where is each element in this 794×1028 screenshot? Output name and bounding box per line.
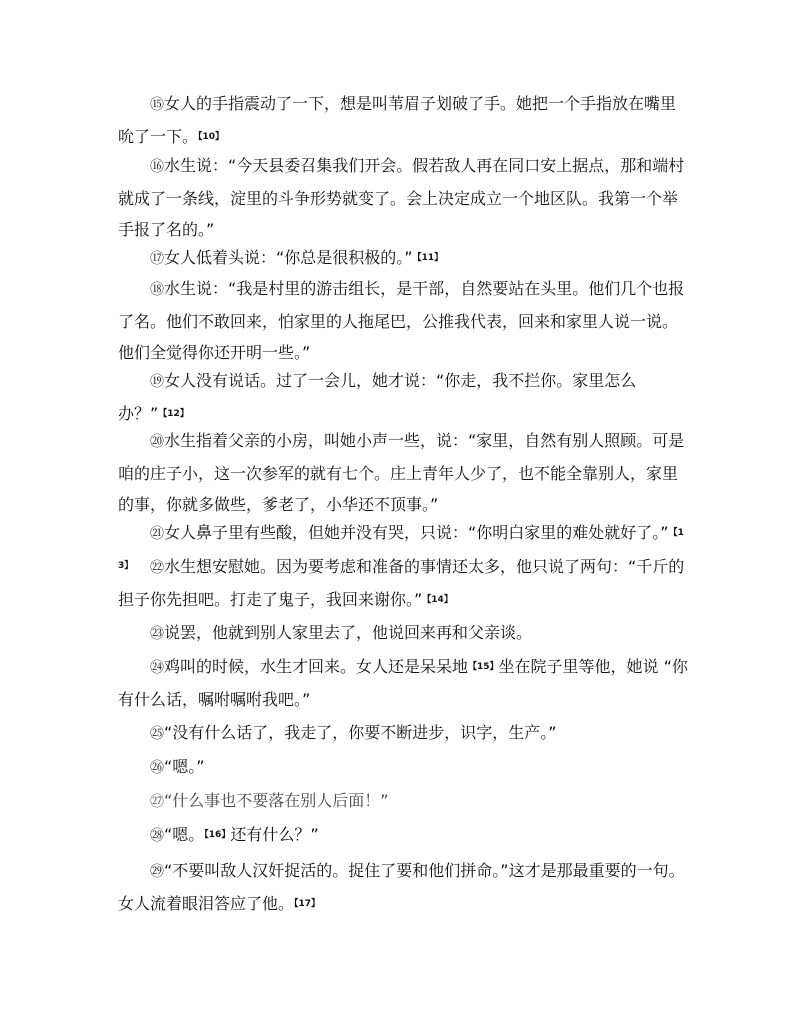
- paragraph-number: ⑲: [150, 374, 164, 390]
- paragraph-number: ㉙: [150, 864, 164, 880]
- paragraph-18: [118, 273, 690, 369]
- paragraph-15: [118, 88, 690, 153]
- paragraph-number: ㉗: [150, 794, 164, 810]
- paragraph-number: ㉓: [150, 626, 164, 642]
- paragraph-17: [118, 242, 690, 275]
- paragraph-number: ㉔: [150, 660, 164, 676]
- footnote-marker: 【11】: [412, 253, 444, 263]
- paragraph-number: ⑮: [150, 97, 164, 113]
- paragraph-text: 鸡叫的时候，水生才回来。女人还是呆呆地: [164, 657, 469, 676]
- paragraph-19: [118, 365, 690, 430]
- paragraph-number: ㉕: [150, 726, 164, 742]
- paragraph-29: [118, 855, 690, 920]
- paragraph-number: ⑱: [150, 282, 164, 298]
- paragraph-text-continued: 坐在院子里等他，她说 “你有什么话，嘱咐嘱咐我吧。”: [118, 657, 688, 709]
- footnote-marker: 【13】: [118, 528, 684, 571]
- paragraph-number: ⑯: [150, 159, 164, 175]
- paragraph-text: “嗯。”: [164, 757, 205, 776]
- footnote-marker: 【14】: [422, 595, 453, 605]
- paragraph-number: ㉘: [150, 828, 164, 844]
- paragraph-text: 女人低着头说：“你总是很积极的。”: [164, 248, 413, 267]
- paragraph-24: [118, 651, 690, 715]
- paragraph-number: ⑰: [150, 251, 164, 267]
- paragraph-text: 女人没有说话。过了一会儿，她才说：“你走，我不拦你。家里怎么办？”: [118, 371, 637, 423]
- footnote-marker: 【12】: [158, 409, 189, 419]
- paragraph-text: 水生指着父亲的小房，叫她小声一些，说：“家里，自然有别人照顾。可是咱的庄子小，这一次参军的就有七个。庄上青年人少了，也不能全靠别人，家里的事，你就多做些，爹老了，小华还不顶事。”: [118, 431, 685, 514]
- paragraph-text: 女人鼻子里有些酸，但她并没有哭，只说：“你明白家里的难处就好了。”: [164, 523, 669, 542]
- paragraph-text: 水生想安慰她。因为要考虑和准备的事情还太多，他只说了两句：“千斤的担子你先担吧。打走了鬼子，我回来谢你。”: [118, 557, 685, 609]
- paragraph-text: 水生说：“今天县委召集我们开会。假若敌人再在同口安上据点，那和端村就成了一条线，淀里的斗争形势就变了。会上决定成立一个地区队。我第一个举手报了名的。”: [118, 156, 685, 239]
- paragraph-text: 水生说：“我是村里的游击组长，是干部，自然要站在头里。他们几个也报了名。他们不敢回来，怕家里的人拖尾巴，公推我代表，回来和家里人说一说。他们全觉得你还开明一些。”: [118, 279, 685, 362]
- paragraph-26: [118, 751, 690, 784]
- paragraph-number: ㉑: [150, 526, 164, 542]
- paragraph-20: [118, 425, 690, 521]
- paragraph-28: [118, 819, 690, 852]
- paragraph-16: [118, 150, 690, 246]
- paragraph-text: 说罢，他就到别人家里去了，他说回来再和父亲谈。: [164, 623, 533, 642]
- footnote-marker: 【15】: [468, 662, 499, 672]
- footnote-marker: 【17】: [294, 899, 321, 909]
- paragraph-25: [118, 717, 690, 750]
- paragraph-text: “不要叫敌人汉奸捉活的。捉住了要和他们拼命。”这才是那最重要的一句。女人流着眼泪答应了他。: [118, 861, 685, 913]
- paragraph-text: “没有什么话了，我走了，你要不断进步，识字，生产。”: [164, 723, 557, 742]
- footnote-marker: 【10】: [198, 132, 225, 142]
- paragraph-27: [118, 785, 690, 818]
- paragraph-number: ⑳: [150, 434, 164, 450]
- paragraph-text-continued: 还有什么？”: [230, 825, 319, 844]
- footnote-marker: 【16】: [204, 830, 231, 840]
- paragraph-22: [118, 551, 690, 616]
- paragraph-23: [118, 617, 690, 650]
- paragraph-text: 女人的手指震动了一下，想是叫苇眉子划破了手。她把一个手指放在嘴里吮了一下。: [118, 94, 677, 146]
- paragraph-number: ㉒: [150, 560, 164, 576]
- paragraph-text: “什么事也不要落在别人后面！”: [164, 791, 389, 810]
- paragraph-text: “嗯。: [164, 825, 205, 844]
- paragraph-number: ㉖: [150, 760, 164, 776]
